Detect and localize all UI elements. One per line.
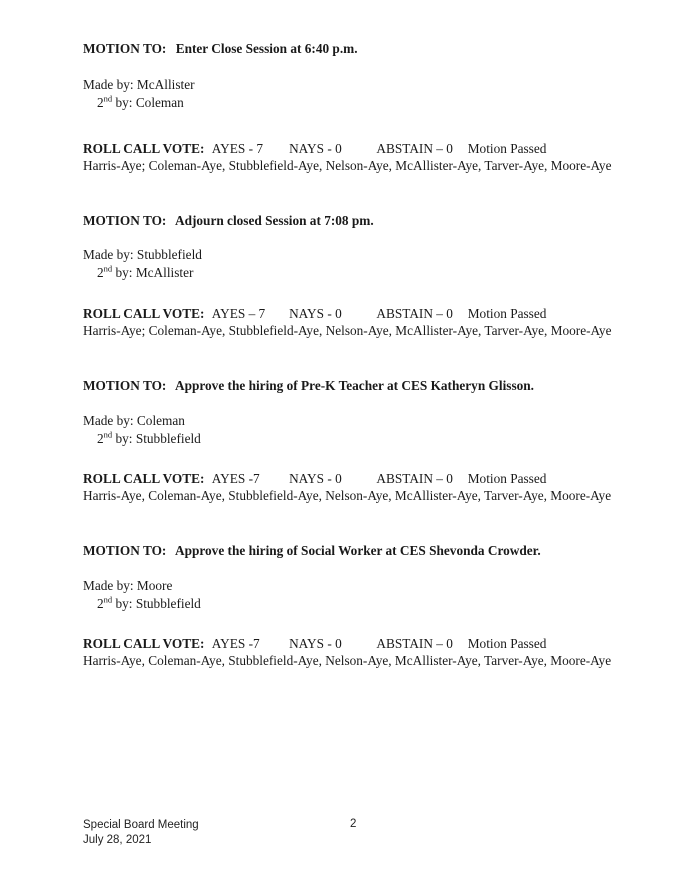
abstain-count: ABSTAIN – 0	[376, 471, 453, 486]
second-by-line	[83, 264, 687, 282]
second-number: 2	[97, 596, 104, 611]
motion-label: MOTION TO:	[83, 213, 167, 228]
vote-detail: Harris-Aye; Coleman-Aye, Stubblefield-Aye, Nelson-Aye, McAllister-Aye, Tarver-Aye, Moore-Aye	[83, 323, 612, 338]
motion-heading	[83, 377, 673, 394]
second-number: 2	[97, 431, 104, 446]
ayes-count: AYES – 7	[211, 306, 266, 321]
vote-result: Motion Passed	[467, 306, 547, 321]
ayes-count: AYES - 7	[211, 141, 263, 156]
motion-label: MOTION TO:	[83, 543, 167, 558]
vote-detail: Harris-Aye; Coleman-Aye, Stubblefield-Aye, Nelson-Aye, McAllister-Aye, Tarver-Aye, Moore-Aye	[83, 158, 612, 173]
abstain-count: ABSTAIN – 0	[376, 636, 453, 651]
footer-meeting-date: July 28, 2021	[83, 834, 152, 846]
footer-meeting-name: Special Board Meeting	[83, 819, 199, 831]
made-by-line	[83, 246, 673, 264]
abstain-count: ABSTAIN – 0	[376, 306, 453, 321]
nays-count: NAYS - 0	[289, 141, 342, 156]
second-number: 2	[97, 95, 104, 110]
nays-count: NAYS - 0	[289, 306, 342, 321]
second-suffix: nd	[103, 594, 113, 605]
second-by-name: Stubblefield	[135, 431, 201, 446]
nays-count: NAYS - 0	[289, 471, 342, 486]
vote-label: ROLL CALL VOTE:	[83, 471, 205, 486]
second-suffix: nd	[103, 93, 113, 104]
roll-call-vote	[83, 635, 673, 669]
second-by-name: Coleman	[135, 95, 184, 110]
made-by-line	[83, 412, 673, 430]
motion-heading	[83, 212, 673, 229]
second-by-name: McAllister	[135, 265, 194, 280]
vote-label: ROLL CALL VOTE:	[83, 636, 205, 651]
made-by-label: Made by:	[83, 578, 134, 593]
vote-summary	[83, 470, 673, 487]
vote-result: Motion Passed	[467, 636, 547, 651]
second-number: 2	[97, 265, 104, 280]
motion-text: Adjourn closed Session at 7:08 pm.	[174, 213, 374, 228]
second-by-label: by:	[115, 265, 133, 280]
vote-label: ROLL CALL VOTE:	[83, 306, 205, 321]
made-by-label: Made by:	[83, 77, 134, 92]
page-footer	[83, 818, 199, 848]
motion-heading	[83, 40, 673, 57]
made-by-label: Made by:	[83, 413, 134, 428]
motion-label: MOTION TO:	[83, 41, 167, 56]
vote-summary	[83, 305, 673, 322]
vote-label: ROLL CALL VOTE:	[83, 141, 205, 156]
nays-count: NAYS - 0	[289, 636, 342, 651]
second-suffix: nd	[103, 429, 113, 440]
second-by-label: by:	[115, 431, 133, 446]
roll-call-vote	[83, 140, 673, 174]
vote-summary	[83, 635, 673, 652]
vote-detail: Harris-Aye, Coleman-Aye, Stubblefield-Aye, Nelson-Aye, McAllister-Aye, Tarver-Aye, Moore-Aye	[83, 488, 612, 503]
roll-call-vote	[83, 470, 673, 504]
motion-label: MOTION TO:	[83, 378, 167, 393]
vote-result: Motion Passed	[467, 471, 547, 486]
motion-text: Approve the hiring of Social Worker at CES Shevonda Crowder.	[174, 543, 541, 558]
page-number: 2	[350, 818, 357, 830]
made-by-name: McAllister	[136, 77, 195, 92]
ayes-count: AYES -7	[211, 636, 260, 651]
made-by-label: Made by:	[83, 247, 134, 262]
vote-summary	[83, 140, 673, 157]
vote-detail: Harris-Aye, Coleman-Aye, Stubblefield-Aye, Nelson-Aye, McAllister-Aye, Tarver-Aye, Moore-Aye	[83, 653, 612, 668]
motion-text: Enter Close Session at 6:40 p.m.	[175, 41, 358, 56]
made-by-name: Stubblefield	[136, 247, 202, 262]
second-by-line	[83, 430, 687, 448]
motion-text: Approve the hiring of Pre-K Teacher at CES Katheryn Glisson.	[174, 378, 534, 393]
second-suffix: nd	[103, 263, 113, 274]
second-by-label: by:	[115, 596, 133, 611]
ayes-count: AYES -7	[211, 471, 260, 486]
made-by-line	[83, 76, 673, 94]
made-by-line	[83, 577, 673, 595]
abstain-count: ABSTAIN – 0	[376, 141, 453, 156]
made-by-name: Coleman	[136, 413, 185, 428]
motion-heading	[83, 542, 673, 559]
roll-call-vote	[83, 305, 673, 339]
made-by-name: Moore	[136, 578, 173, 593]
vote-result: Motion Passed	[467, 141, 547, 156]
second-by-line	[83, 94, 687, 112]
second-by-line	[83, 595, 687, 613]
second-by-label: by:	[115, 95, 133, 110]
second-by-name: Stubblefield	[135, 596, 201, 611]
